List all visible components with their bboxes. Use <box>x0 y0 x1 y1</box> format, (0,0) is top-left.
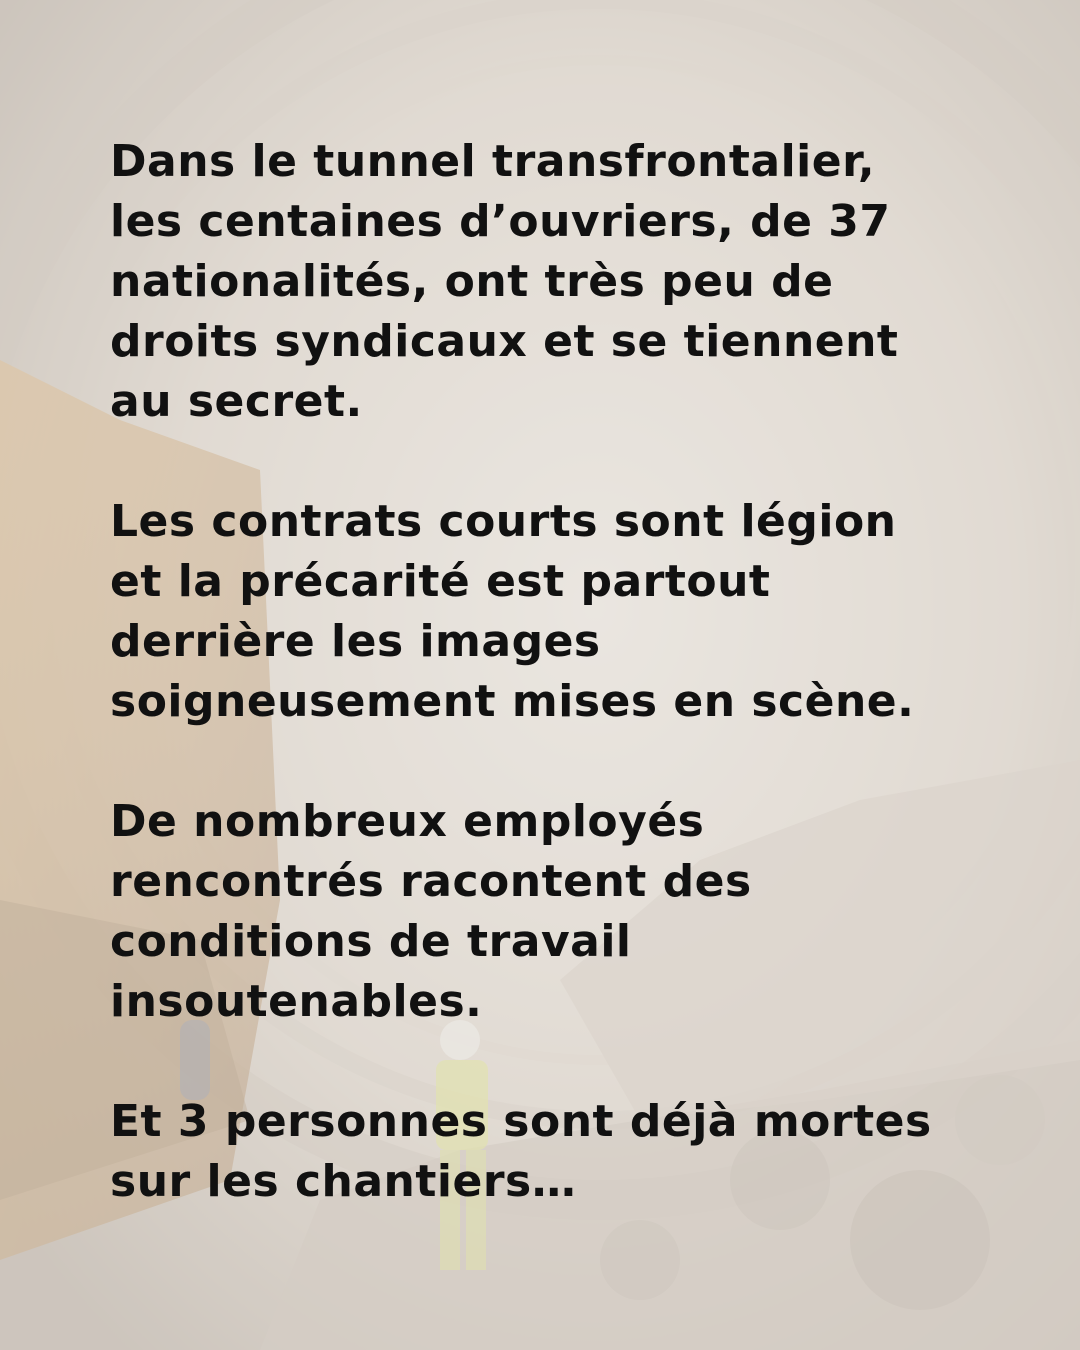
paragraph-precarity: Les contrats courts sont légion et la précarité est partout derrière les images soigneusement mises en scène. <box>110 496 915 727</box>
paragraph-deaths: Et 3 personnes sont déjà mortes sur les chantiers… <box>110 1096 932 1207</box>
article-text <box>110 132 990 1212</box>
paragraph-workers-rights: Dans le tunnel transfrontalier, les centaines d’ouvriers, de 37 nationalités, ont très peu de droits syndicaux et se tiennent au secret. <box>110 136 899 427</box>
paragraph-working-conditions: De nombreux employés rencontrés racontent des conditions de travail insoutenables. <box>110 796 752 1027</box>
